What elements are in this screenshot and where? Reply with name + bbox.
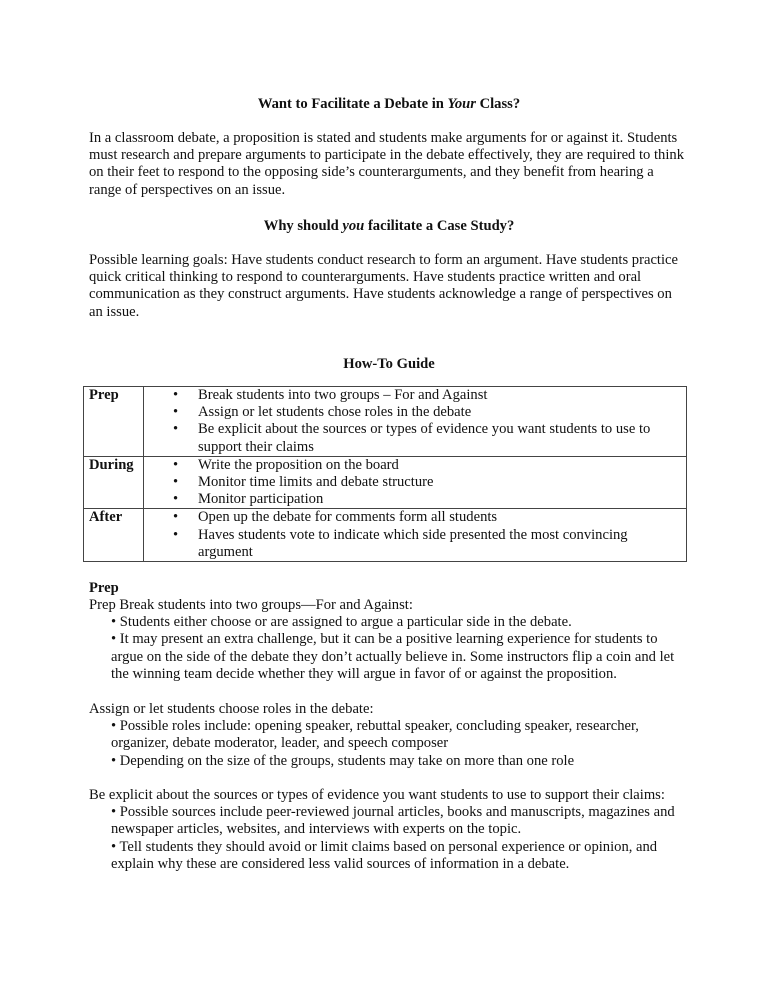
prep-group-1 bbox=[89, 597, 689, 683]
prep-bullet: • It may present an extra challenge, but it can be a positive learning experience for students to argue on the side of the debate they don’t actually believe in. Some instructors flip a coin and let the winning team decide whether they will argue in favor of or against the proposition. bbox=[111, 631, 675, 682]
list-item-text: Open up the debate for comments form all students bbox=[198, 509, 498, 526]
phase-label: During bbox=[84, 456, 144, 509]
document-title bbox=[89, 96, 689, 113]
prep-bullet: • Possible roles include: opening speaker, rebuttal speaker, concluding speaker, researcher, organizer, debate moderator, leader, and speech composer bbox=[111, 718, 639, 752]
prep-bullet: • Depending on the size of the groups, students may take on more than one role bbox=[111, 752, 575, 769]
list-item bbox=[149, 404, 682, 421]
bullet-icon: • bbox=[173, 456, 179, 473]
why-heading-text: Why should bbox=[263, 218, 343, 234]
phase-label: Prep bbox=[84, 387, 144, 457]
list-item bbox=[149, 491, 682, 508]
list-item-text: Monitor time limits and debate structure bbox=[198, 474, 434, 491]
prep-group-lead: Be explicit about the sources or types of evidence you want students to use to support their claims: bbox=[89, 787, 665, 803]
prep-group-2 bbox=[89, 701, 689, 770]
title-text: Want to Facilitate a Debate in bbox=[257, 96, 448, 112]
list-item-text: Break students into two groups – For and Against bbox=[198, 387, 488, 403]
bullet-icon: • bbox=[173, 404, 179, 421]
prep-group-lead: Prep Break students into two groups—For and Against: bbox=[89, 597, 413, 613]
table-row-after bbox=[84, 509, 687, 562]
prep-bullet: • Tell students they should avoid or limit claims based on personal experience or opinion, and explain why these are considered less valid sources of information in a debate. bbox=[111, 838, 658, 872]
list-item bbox=[149, 474, 682, 491]
table-row-prep bbox=[84, 387, 687, 457]
list-item bbox=[149, 527, 682, 561]
prep-bullet: • Possible sources include peer-reviewed journal articles, books and manuscripts, magazines and newspaper articles, websites, and interviews with experts on the topic. bbox=[111, 804, 675, 838]
learning-goals-paragraph: Possible learning goals: Have students conduct research to form an argument. Have students practice quick critical thinking to respond to counterarguments. Have students practice written and oral communication as they construct arguments. Have students acknowledge a range of perspectives on an issue. bbox=[89, 252, 678, 320]
bullet-icon: • bbox=[173, 474, 179, 491]
bullet-icon: • bbox=[173, 491, 179, 508]
list-item-text: Write the proposition on the board bbox=[198, 456, 399, 473]
intro-paragraph: In a classroom debate, a proposition is stated and students make arguments for or against it. Students must research and prepare arguments to participate in the debate effectively, they are required to think on their feet to respond to the opposing side’s counterarguments, and they benefit from hearing a range of perspectives on an issue. bbox=[89, 130, 684, 198]
prep-group-3 bbox=[89, 787, 689, 873]
list-item-text: Monitor participation bbox=[198, 491, 324, 508]
prep-bullet: • Students either choose or are assigned to argue a particular side in the debate. bbox=[111, 614, 572, 631]
list-item-text: Assign or let students chose roles in the debate bbox=[198, 404, 472, 421]
title-text-end: Class? bbox=[475, 96, 521, 112]
prep-section-heading: Prep bbox=[89, 580, 119, 596]
list-item bbox=[149, 509, 682, 526]
bullet-icon: • bbox=[173, 387, 179, 403]
list-item bbox=[149, 421, 682, 455]
list-item bbox=[149, 387, 682, 404]
howto-heading: How-To Guide bbox=[343, 356, 435, 372]
phase-items bbox=[144, 456, 687, 509]
phase-label: After bbox=[84, 509, 144, 562]
bullet-icon: • bbox=[173, 421, 179, 438]
list-item-text: Be explicit about the sources or types of evidence you want students to use to support their claims bbox=[198, 421, 651, 455]
why-heading-text-end: facilitate a Case Study? bbox=[364, 218, 515, 234]
list-item bbox=[149, 457, 682, 474]
why-heading bbox=[89, 218, 689, 235]
list-item-text: Haves students vote to indicate which side presented the most convincing argument bbox=[198, 526, 628, 560]
prep-group-lead: Assign or let students choose roles in the debate: bbox=[89, 701, 374, 717]
table-row-during bbox=[84, 456, 687, 509]
bullet-icon: • bbox=[173, 526, 179, 543]
phase-items bbox=[144, 509, 687, 562]
title-emphasis: Your bbox=[447, 96, 476, 112]
phase-items bbox=[144, 387, 687, 457]
why-heading-emphasis: you bbox=[342, 218, 365, 234]
howto-table bbox=[83, 386, 687, 562]
bullet-icon: • bbox=[173, 509, 179, 526]
